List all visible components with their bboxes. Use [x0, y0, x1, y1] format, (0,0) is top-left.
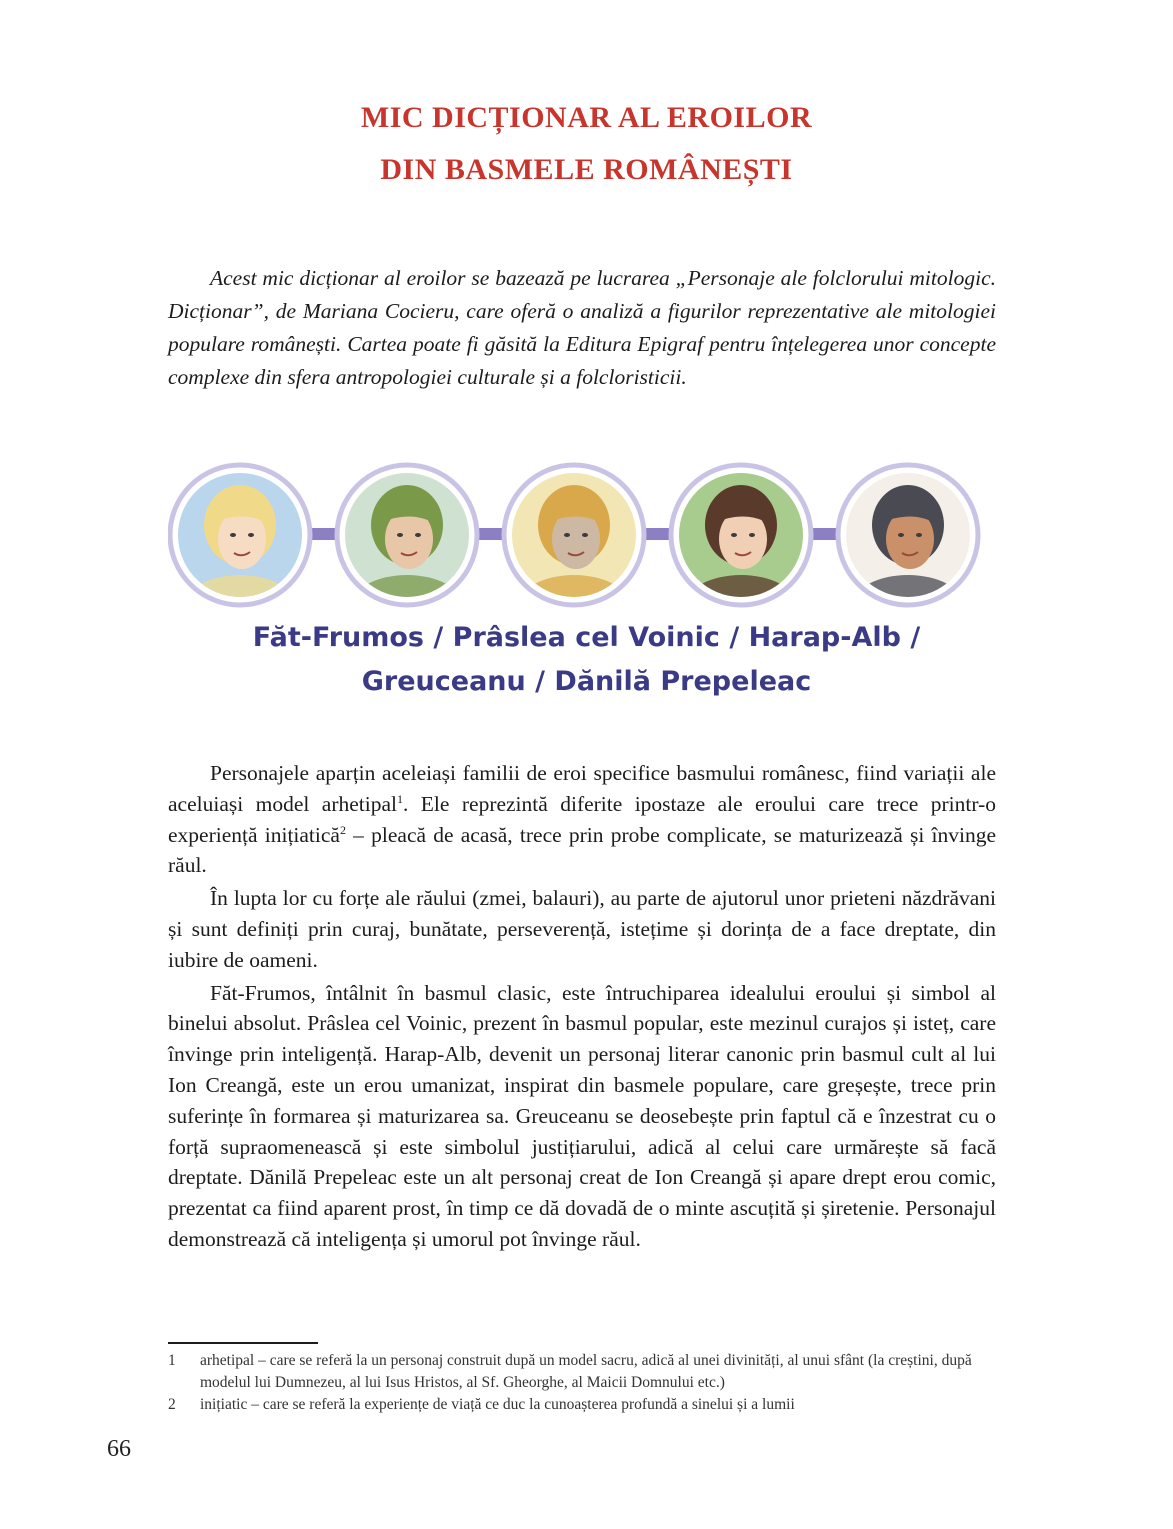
footnote-number: 2 — [168, 1396, 176, 1413]
heroes-line-1: Făt-Frumos / Prâslea cel Voinic / Harap-Alb / — [252, 622, 921, 653]
greuceanu-portrait — [671, 465, 811, 610]
hero-portraits-strip — [168, 460, 1008, 610]
heroes-line-2: Greuceanu / Dănilă Prepeleac — [361, 666, 812, 697]
page-title — [0, 92, 1173, 196]
body-text — [168, 758, 996, 1255]
fat-frumos-portrait — [170, 465, 310, 610]
footnote-ref-2[interactable]: 2 — [339, 822, 346, 837]
p1-part-b: . Ele reprezintă diferite ipostaze ale eroului care trece printr-o experiență inițiatică — [168, 791, 997, 847]
footnote-number: 1 — [168, 1352, 176, 1369]
praslea-portrait — [337, 465, 477, 610]
footnote-text: inițiatic – care se referă la experiențe de viață ce duc la cunoașterea profundă a sinelui și a lumii — [200, 1396, 795, 1413]
footnote-divider — [168, 1342, 318, 1344]
title-line-2: DIN BASMELE ROMÂNEȘTI — [380, 153, 793, 186]
page-number: 66 — [107, 1436, 131, 1462]
p1-part-c: – pleacă de acasă, trece prin probe complicate, se maturizează și învinge răul. — [168, 822, 996, 878]
heroes-heading — [0, 616, 1173, 704]
harap-alb-portrait — [504, 465, 644, 610]
body-paragraph-3: Făt-Frumos, întâlnit în basmul clasic, este întruchiparea idealului eroului și simbol al binelui absolut. Prâslea cel Voinic, prezent în basmul popular, este mezinul curajos și isteț, care învinge prin inteligență. Harap-Alb, devenit un personaj literar canonic prin basmul cult al lui Ion Creangă, este un erou umanizat, inspirat din basmele populare, care greșește, trece prin suferințe în formarea și maturizarea sa. Greuceanu se deosebește prin faptul că e înzestrat cu o forță supraomenească și este simbolul justițiarului, adică al celui care urmărește să facă dreptate. Dănilă Prepeleac este un alt personaj creat de Ion Creangă și apare drept erou comic, prezentat ca fiind aparent prost, în timp ce dă dovadă de o minte ascuțită și șiretenie. Personajul demonstrează că inteligența și umorul pot învinge răul. — [168, 980, 996, 1251]
danila-portrait — [838, 465, 978, 610]
portraits-svg — [168, 460, 1008, 610]
intro-paragraph: Acest mic dicționar al eroilor se bazează pe lucrarea „Personaje ale folclorului mitologic. Dicționar”, de Mariana Cocieru, care oferă o analiză a figurilor reprezentative ale mitologiei populare românești. Cartea poate fi găsită la Editura Epigraf pentru înțelegerea unor concepte complexe din sfera antropologiei culturale și a folcloristicii. — [168, 266, 996, 389]
footnote-2 — [168, 1394, 998, 1416]
title-line-1: MIC DICȚIONAR AL EROILOR — [360, 101, 813, 134]
footnote-text: arhetipal – care se referă la un personaj construit după un model sacru, adică al unei divinități, al unui sfânt (la creștini, după modelul lui Dumnezeu, al lui Isus Hristos, al Sf. Gheorghe, al Maicii Domnului etc.) — [200, 1352, 972, 1391]
body-paragraph-1 — [168, 758, 996, 881]
footnote-ref-1[interactable]: 1 — [397, 791, 403, 806]
body-paragraph-2: În lupta lor cu forțe ale răului (zmei, balauri), au parte de ajutorul unor prieteni năzdrăvani și sunt definiți prin curaj, bunătate, perseverență, istețime și dorința de a face dreptate, din iubire de oameni. — [168, 886, 996, 972]
footnotes — [168, 1350, 998, 1416]
footnote-1 — [168, 1350, 998, 1394]
p1-part-a: Personajele aparțin aceleiași familii de eroi specifice basmului românesc, fiind variații ale aceluiași model arhetipal — [168, 761, 996, 816]
